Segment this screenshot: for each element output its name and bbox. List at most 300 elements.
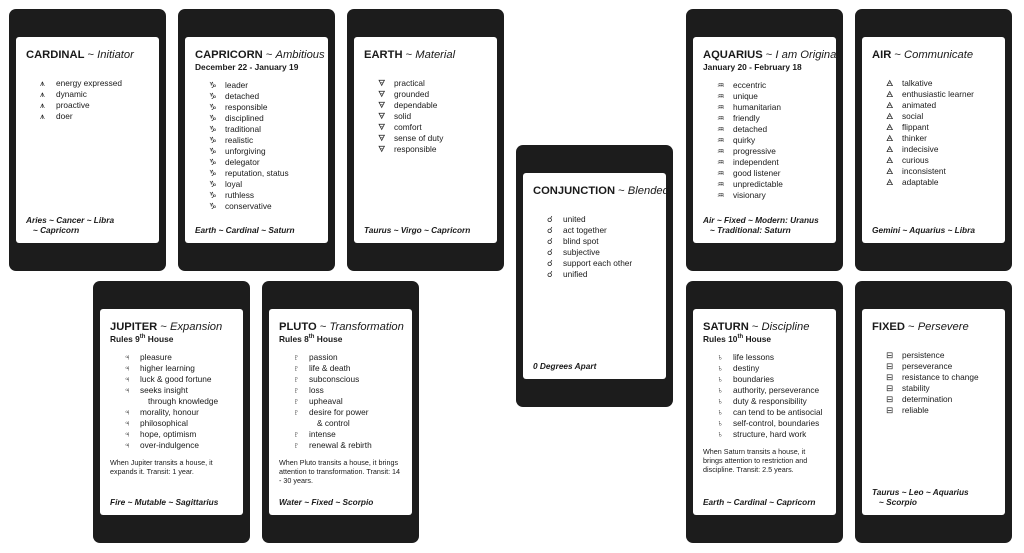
trait-list [703, 80, 826, 201]
trait-text: practical [394, 78, 425, 88]
symbol-icon: ☌ [547, 236, 553, 246]
list-item [886, 361, 995, 372]
trait-text: dynamic [56, 89, 87, 99]
symbol-icon: ♒ [717, 135, 725, 145]
title-separator: ~ [316, 321, 330, 333]
trait-text: indecisive [902, 144, 939, 154]
trait-text: flippant [902, 122, 929, 132]
symbol-icon: ♇ [293, 352, 300, 362]
list-item [124, 429, 233, 440]
trait-text: boundaries [733, 374, 775, 384]
trait-text: destiny [733, 363, 760, 373]
list-item [717, 91, 826, 102]
trait-text: visionary [733, 190, 766, 200]
trait-text: quirky [733, 135, 756, 145]
list-item [378, 100, 487, 111]
list-item [717, 418, 826, 429]
card-panel [523, 173, 669, 379]
list-item [717, 168, 826, 179]
trait-text: subconscious [309, 374, 360, 384]
symbol-icon: ♒ [717, 124, 725, 134]
list-item [886, 372, 995, 383]
list-item [547, 225, 656, 236]
list-item [209, 146, 318, 157]
list-item [209, 124, 318, 135]
card-title: CARDINAL [26, 49, 85, 61]
list-item [717, 80, 826, 91]
trait-text: disciplined [225, 113, 264, 123]
list-item [378, 78, 487, 89]
trait-text: good listener [733, 168, 781, 178]
symbol-icon: ♑ [209, 102, 217, 112]
list-item [124, 418, 233, 429]
rules-house-text: House [145, 334, 174, 344]
list-item [717, 407, 826, 418]
symbol-icon: ♑ [209, 157, 217, 167]
symbol-icon: ♄ [717, 396, 724, 406]
trait-text: delegator [225, 157, 260, 167]
card-subtitle: Material [415, 49, 456, 61]
title-separator: ~ [891, 49, 905, 61]
trait-text: inconsistent [902, 166, 946, 176]
rules-ordinal: th [737, 334, 744, 341]
trait-text: conservative [225, 201, 272, 211]
symbol-icon: ♑ [209, 190, 217, 200]
list-item [717, 396, 826, 407]
list-item [717, 190, 826, 201]
card-footer: Earth ~ Cardinal ~ Saturn [195, 225, 295, 235]
card-subtitle: I am Original [775, 49, 839, 61]
list-item [124, 440, 233, 451]
symbol-icon: ♄ [717, 352, 724, 362]
symbol-icon: 🜁 [886, 155, 894, 165]
symbol-icon: ♇ [293, 440, 300, 450]
card-panel [185, 37, 328, 243]
card-footer: Aries ~ Cancer ~ Libra ~ Capricorn [26, 215, 115, 235]
list-item [547, 247, 656, 258]
list-item [886, 111, 995, 122]
trait-text: reputation, status [225, 168, 289, 178]
title-separator: ~ [762, 49, 776, 61]
trait-text: loss [309, 385, 324, 395]
rules-ordinal: th [308, 334, 315, 341]
symbol-icon: ⊟ [886, 361, 894, 371]
list-item [717, 124, 826, 135]
symbol-icon: ♒ [717, 168, 725, 178]
card-panel [862, 37, 1005, 243]
card-title: AQUARIUS [703, 49, 763, 61]
symbol-icon: ♒ [717, 91, 725, 101]
trait-list [195, 80, 318, 212]
symbol-icon: 🜃 [378, 133, 386, 143]
trait-text: loyal [225, 179, 243, 189]
symbol-icon: ♑ [209, 179, 217, 189]
symbol-icon: ♇ [293, 407, 300, 417]
card-subtitle: Blended [627, 185, 669, 197]
card-rules-house [110, 334, 233, 344]
card-title: CAPRICORN [195, 49, 263, 61]
symbol-icon: ♑ [209, 168, 217, 178]
trait-text: over-indulgence [140, 440, 200, 450]
trait-text: resistance to change [902, 372, 979, 382]
trait-text: doer [56, 111, 73, 121]
trait-text: adaptable [902, 177, 939, 187]
symbol-icon: ♒ [717, 157, 725, 167]
card-air [855, 9, 1012, 271]
list-item [886, 155, 995, 166]
list-item [717, 179, 826, 190]
card-rules-house [279, 334, 402, 344]
list-item [209, 157, 318, 168]
list-item [886, 100, 995, 111]
card-dates: January 20 - February 18 [703, 62, 802, 72]
trait-text: responsible [394, 144, 437, 154]
list-item [717, 102, 826, 113]
list-item [886, 394, 995, 405]
card-saturn [686, 281, 843, 543]
symbol-icon: ♇ [293, 363, 300, 373]
symbol-icon: 🜁 [886, 177, 894, 187]
card-title: JUPITER [110, 321, 158, 333]
list-item [124, 407, 233, 418]
list-item [293, 363, 402, 374]
list-item [209, 135, 318, 146]
trait-text: united [563, 214, 586, 224]
symbol-icon: ⩚ [40, 111, 45, 121]
symbol-icon: ♑ [209, 201, 217, 211]
trait-text: reliable [902, 405, 929, 415]
trait-text: detached [225, 91, 260, 101]
card-title: PLUTO [279, 321, 317, 333]
list-item [717, 157, 826, 168]
symbol-icon: ♇ [293, 396, 300, 406]
list-item [886, 144, 995, 155]
title-separator: ~ [402, 49, 416, 61]
trait-text: enthusiastic learner [902, 89, 974, 99]
trait-text: passion [309, 352, 338, 362]
list-item [547, 214, 656, 225]
trait-text: independent [733, 157, 779, 167]
symbol-icon: ☌ [547, 258, 553, 268]
transit-note: When Saturn transits a house, it brings attention to restriction and discipline. Transit: 2.5 years. [703, 447, 808, 474]
rules-house-text: House [314, 334, 343, 344]
card-heading [195, 49, 325, 62]
symbol-icon: ♃ [124, 385, 131, 395]
card-subtitle: Transformation [329, 321, 404, 333]
trait-text: hope, optimism [140, 429, 197, 439]
trait-continuation: & control [317, 418, 350, 428]
trait-text: proactive [56, 100, 90, 110]
trait-text: authority, perseverance [733, 385, 820, 395]
trait-text: unforgiving [225, 146, 266, 156]
card-subtitle: Communicate [904, 49, 974, 61]
symbol-icon: ♒ [717, 190, 725, 200]
trait-text: traditional [225, 124, 261, 134]
list-item [886, 177, 995, 188]
rules-text: Rules 8 [279, 334, 309, 344]
trait-text: morality, honour [140, 407, 199, 417]
symbol-icon: ♄ [717, 363, 724, 373]
symbol-icon: ♃ [124, 363, 131, 373]
symbol-icon: ♇ [293, 374, 300, 384]
trait-text: subjective [563, 247, 600, 257]
card-subtitle: Ambitious [275, 49, 325, 61]
list-item [40, 111, 149, 122]
list-item [717, 146, 826, 157]
trait-text: leader [225, 80, 249, 90]
card-subtitle: Discipline [761, 321, 810, 333]
list-item [40, 89, 149, 100]
trait-text: thinker [902, 133, 927, 143]
list-item [886, 89, 995, 100]
list-item [293, 440, 402, 451]
symbol-icon: ♄ [717, 407, 724, 417]
trait-text: perseverance [902, 361, 953, 371]
symbol-icon: ⊟ [886, 372, 894, 382]
card-panel [693, 37, 839, 243]
symbol-icon: ♑ [209, 135, 217, 145]
symbol-icon: ⩚ [40, 100, 45, 110]
symbol-icon: ♑ [209, 80, 217, 90]
card-fixed [855, 281, 1012, 543]
list-item-continuation [124, 396, 233, 407]
symbol-icon: 🜁 [886, 89, 894, 99]
trait-text: support each other [563, 258, 633, 268]
title-separator: ~ [84, 49, 98, 61]
card-footer: Water ~ Fixed ~ Scorpio [279, 497, 374, 507]
symbol-icon: ♇ [293, 429, 300, 439]
list-item [124, 374, 233, 385]
trait-text: animated [902, 100, 937, 110]
list-item [717, 385, 826, 396]
symbol-icon: 🜁 [886, 144, 894, 154]
trait-text: sense of duty [394, 133, 444, 143]
card-panel [16, 37, 159, 243]
symbol-icon: 🜁 [886, 133, 894, 143]
card-title: FIXED [872, 321, 905, 333]
list-item [886, 383, 995, 394]
trait-text: energy expressed [56, 78, 122, 88]
card-title: EARTH [364, 49, 403, 61]
trait-text: unique [733, 91, 758, 101]
symbol-icon: ⊟ [886, 383, 894, 393]
symbol-icon: ☌ [547, 225, 553, 235]
card-panel [100, 309, 243, 515]
card-subtitle: Expansion [170, 321, 223, 333]
symbol-icon: 🜁 [886, 78, 894, 88]
card-dates: December 22 - January 19 [195, 62, 299, 72]
list-item [717, 135, 826, 146]
card-earth [347, 9, 504, 271]
symbol-icon: ♃ [124, 429, 131, 439]
list-item [547, 236, 656, 247]
symbol-icon: ♒ [717, 179, 725, 189]
card-heading [110, 321, 233, 334]
title-separator: ~ [262, 49, 276, 61]
card-heading [26, 49, 149, 62]
trait-text: talkative [902, 78, 933, 88]
list-item [209, 91, 318, 102]
trait-list [872, 78, 995, 188]
list-item [209, 80, 318, 91]
list-item [293, 352, 402, 363]
rules-text: Rules 10 [703, 334, 738, 344]
trait-text: comfort [394, 122, 422, 132]
symbol-icon: 🜁 [886, 122, 894, 132]
symbol-icon: 🜃 [378, 144, 386, 154]
list-item [378, 144, 487, 155]
symbol-icon: ⩚ [40, 89, 45, 99]
list-item [293, 407, 402, 418]
symbol-icon: 🜁 [886, 166, 894, 176]
trait-text: upheaval [309, 396, 343, 406]
symbol-icon: ♃ [124, 352, 131, 362]
list-item [547, 269, 656, 280]
symbol-icon: ⊟ [886, 405, 894, 415]
transit-note: When Pluto transits a house, it brings attention to transformation. Transit: 14 - 30 years. [279, 458, 401, 485]
symbol-icon: ♑ [209, 91, 217, 101]
symbol-icon: ⊟ [886, 394, 894, 404]
list-item [40, 100, 149, 111]
list-item [209, 168, 318, 179]
trait-list [872, 350, 995, 416]
card-title: SATURN [703, 321, 749, 333]
card-cardinal [9, 9, 166, 271]
title-separator: ~ [157, 321, 170, 333]
trait-text: higher learning [140, 363, 195, 373]
trait-list [110, 352, 233, 451]
trait-text: humanitarian [733, 102, 781, 112]
list-item [886, 166, 995, 177]
card-footer: 0 Degrees Apart [533, 361, 597, 371]
trait-list [364, 78, 487, 155]
list-item [293, 385, 402, 396]
trait-text: intense [309, 429, 336, 439]
symbol-icon: ⊟ [886, 350, 894, 360]
symbol-icon: ♑ [209, 124, 217, 134]
symbol-icon: ♃ [124, 407, 131, 417]
list-item [293, 429, 402, 440]
card-panel [862, 309, 1005, 515]
symbol-icon: 🜃 [378, 122, 386, 132]
card-footer: Fire ~ Mutable ~ Sagittarius [110, 497, 219, 507]
card-heading [872, 49, 995, 62]
list-item [293, 396, 402, 407]
list-item [209, 113, 318, 124]
symbol-icon: ♃ [124, 418, 131, 428]
list-item [717, 113, 826, 124]
title-separator: ~ [748, 321, 762, 333]
trait-text: dependable [394, 100, 438, 110]
list-item [886, 133, 995, 144]
list-item [40, 78, 149, 89]
trait-text: desire for power [309, 407, 369, 417]
card-panel [693, 309, 836, 515]
card-panel [269, 309, 412, 515]
transit-note: When Jupiter transits a house, it expands it. Transit: 1 year. [110, 458, 213, 476]
trait-text: philosophical [140, 418, 188, 428]
card-rules-house [703, 334, 826, 344]
trait-text: blind spot [563, 236, 599, 246]
title-separator: ~ [904, 321, 918, 333]
list-item [717, 352, 826, 363]
symbol-icon: ♇ [293, 385, 300, 395]
symbol-icon: 🜁 [886, 100, 894, 110]
list-item [209, 190, 318, 201]
list-item [124, 352, 233, 363]
trait-text: solid [394, 111, 412, 121]
trait-list [533, 214, 656, 280]
trait-text: determination [902, 394, 953, 404]
symbol-icon: ♑ [209, 113, 217, 123]
trait-text: friendly [733, 113, 760, 123]
card-aquarius [686, 9, 843, 271]
list-item [886, 78, 995, 89]
trait-text: structure, hard work [733, 429, 807, 439]
symbol-icon: ♄ [717, 385, 724, 395]
symbol-icon: ☌ [547, 214, 553, 224]
list-item [547, 258, 656, 269]
trait-text: social [902, 111, 924, 121]
symbol-icon: 🜃 [378, 111, 386, 121]
trait-text: stability [902, 383, 930, 393]
list-item [124, 363, 233, 374]
trait-list [26, 78, 149, 122]
card-jupiter [93, 281, 250, 543]
trait-text: self-control, boundaries [733, 418, 820, 428]
trait-text: renewal & rebirth [309, 440, 372, 450]
trait-text: persistence [902, 350, 945, 360]
card-heading [703, 49, 839, 62]
card-footer: Air ~ Fixed ~ Modern: Uranus ~ Traditional: Saturn [703, 215, 819, 235]
list-item [209, 201, 318, 212]
trait-text: life lessons [733, 352, 775, 362]
rules-text: Rules 9 [110, 334, 140, 344]
list-item [124, 385, 233, 396]
card-heading [703, 321, 826, 334]
list-item [378, 133, 487, 144]
list-item [209, 179, 318, 190]
symbol-icon: ♄ [717, 374, 724, 384]
symbol-icon: ♒ [717, 102, 725, 112]
rules-ordinal: th [139, 334, 146, 341]
trait-text: eccentric [733, 80, 767, 90]
trait-text: unpredictable [733, 179, 783, 189]
list-item [293, 374, 402, 385]
trait-text: luck & good fortune [140, 374, 212, 384]
card-capricorn [178, 9, 335, 271]
trait-text: can tend to be antisocial [733, 407, 823, 417]
trait-text: life & death [309, 363, 351, 373]
card-subtitle: Persevere [917, 321, 969, 333]
trait-text: grounded [394, 89, 430, 99]
symbol-icon: ☌ [547, 269, 553, 279]
trait-list [279, 352, 402, 451]
trait-text: duty & responsibility [733, 396, 807, 406]
trait-text: act together [563, 225, 607, 235]
card-footer: Taurus ~ Leo ~ Aquarius ~ Scorpio [872, 487, 969, 507]
list-item [886, 122, 995, 133]
symbol-icon: ♒ [717, 146, 725, 156]
symbol-icon: ☌ [547, 247, 553, 257]
card-heading [364, 49, 487, 62]
symbol-icon: ♄ [717, 418, 724, 428]
card-footer: Gemini ~ Aquarius ~ Libra [872, 225, 975, 235]
list-item [378, 122, 487, 133]
symbol-icon: 🜃 [378, 100, 386, 110]
card-footer: Earth ~ Cardinal ~ Capricorn [703, 497, 816, 507]
card-title: CONJUNCTION [533, 185, 616, 197]
